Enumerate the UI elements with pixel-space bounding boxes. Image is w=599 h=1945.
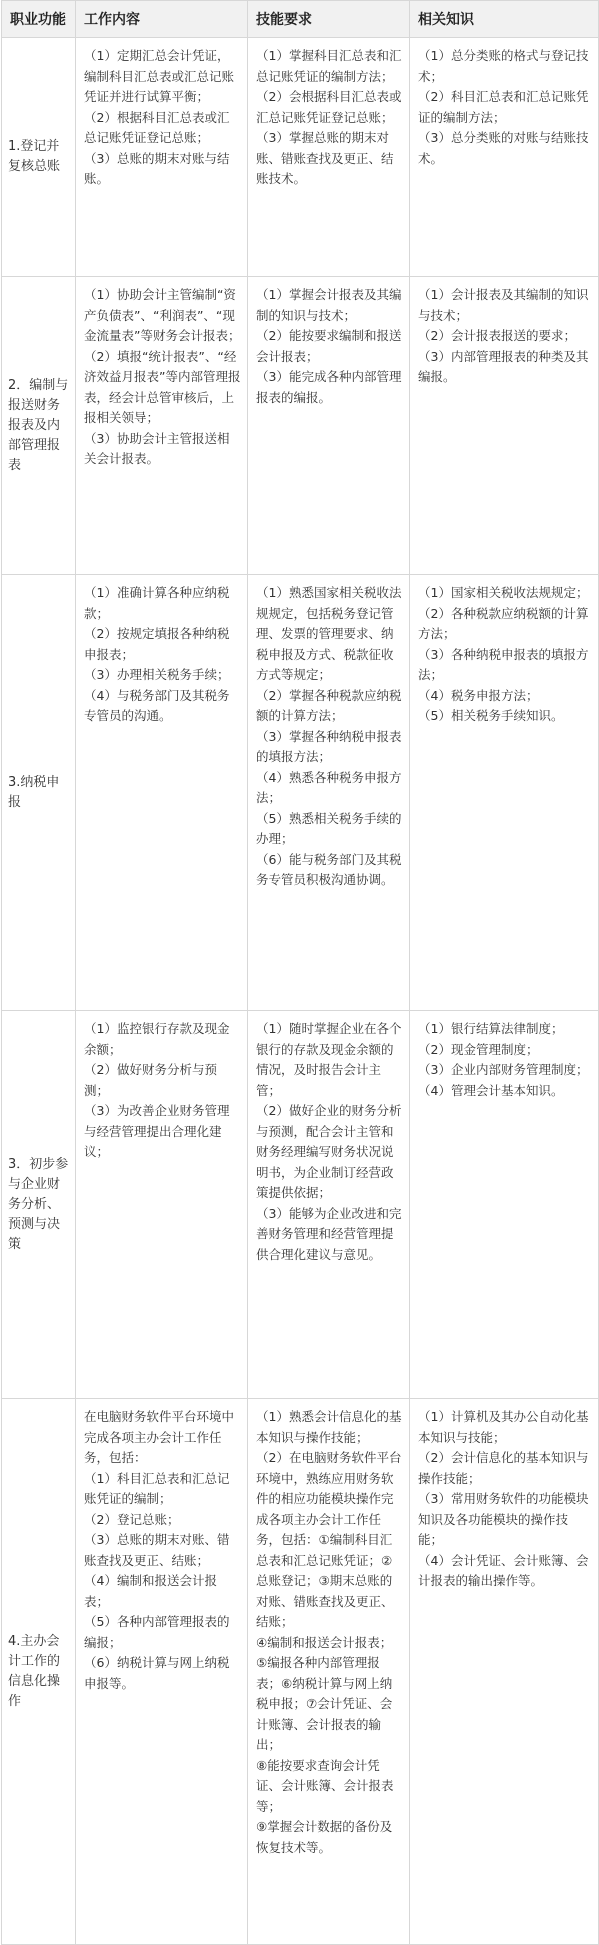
function-cell: 1.登记并复核总账 — [2, 38, 76, 277]
function-cell: 4.主办会计工作的信息化操作 — [2, 1399, 76, 1945]
list-item: （1）国家相关税收法规规定； — [418, 585, 589, 600]
list-item: （1）随时掌握企业在各个银行的存款及现金余额的情况，及时报告会计主管； — [256, 1021, 402, 1098]
list-item: （3）能完成各种内部管理报表的编报。 — [256, 369, 402, 405]
list-item: （3）内部管理报表的种类及其编报。 — [418, 348, 589, 384]
list-item: （3）办理相关税务手续； — [84, 667, 230, 682]
list-item: （2）掌握各种税款应纳税额的计算方法； — [256, 687, 402, 723]
list-item: （2）会计信息化的基本知识与操作技能； — [418, 1450, 589, 1486]
list-item: （5）各种内部管理报表的编报； — [84, 1614, 230, 1650]
list-item: （6）纳税计算与网上纳税申报等。 — [84, 1655, 230, 1691]
list-item: （1）总分类账的格式与登记技术； — [418, 48, 589, 84]
list-item: （1）定期汇总会计凭证，编制科目汇总表或汇总记账凭证并进行试算平衡； — [84, 48, 235, 104]
table-row — [2, 277, 599, 575]
list-item: （3）各种纳税申报表的填报方法； — [418, 646, 589, 682]
header-knowledge: 相关知识 — [410, 1, 599, 38]
table-row — [2, 575, 599, 1011]
list-item: （1）监控银行存款及现金余额； — [84, 1021, 230, 1057]
table-row — [2, 1399, 599, 1945]
function-cell: 2．编制与报送财务报表及内部管理报表 — [2, 277, 76, 575]
work-cell — [76, 277, 248, 575]
list-item: （3）常用财务软件的功能模块知识及各功能模块的操作技能； — [418, 1491, 589, 1547]
list-item: （2）按规定填报各种纳税申报表； — [84, 626, 230, 662]
list-item: （4）熟悉各种税务申报方法； — [256, 769, 402, 805]
table-row — [2, 1011, 599, 1399]
list-item: （1）计算机及其办公自动化基本知识与技能； — [418, 1409, 589, 1445]
list-item: （3）总账的期末对账与结账。 — [84, 150, 230, 186]
list-item: （1）准确计算各种应纳税款； — [84, 585, 230, 621]
list-item: （4）税务申报方法； — [418, 687, 539, 703]
skills-cell — [248, 38, 410, 277]
list-item: （3）协助会计主管报送相关会计报表。 — [84, 430, 230, 466]
list-item: （2）现金管理制度； — [418, 1041, 539, 1057]
list-item: （1）熟悉国家相关税收法规规定，包括税务登记管理、发票的管理要求、纳税申报及方式、税款征收方式等规定； — [256, 585, 402, 682]
list-item: （2）科目汇总表和汇总记账凭证的编制方法； — [418, 89, 589, 125]
header-skills: 技能要求 — [248, 1, 410, 38]
list-item: （2）登记总账； — [84, 1511, 180, 1527]
list-item: （2）填报“统计报表”、“经济效益月报表”等内部管理报表，经会计总管审核后，上报相关领导； — [84, 348, 241, 425]
skills-cell — [248, 575, 410, 1011]
skills-cell — [248, 277, 410, 575]
knowledge-cell — [410, 277, 599, 575]
list-item: （3）总分类账的对账与结账技术。 — [418, 130, 589, 166]
work-cell — [76, 575, 248, 1011]
header-work: 工作内容 — [76, 1, 248, 38]
skills-cell — [248, 1011, 410, 1399]
list-item: （3）掌握各种纳税申报表的填报方法； — [256, 728, 402, 764]
knowledge-cell — [410, 1399, 599, 1945]
list-item: （2）会根据科目汇总表或汇总记账凭证登记总账； — [256, 89, 402, 125]
table-header-row — [2, 1, 599, 38]
list-item: （2）能按要求编制和报送会计报表； — [256, 328, 402, 364]
work-cell — [76, 38, 248, 277]
list-item: （3）企业内部财务管理制度； — [418, 1062, 589, 1077]
knowledge-cell — [410, 575, 599, 1011]
list-item: （2）会计报表报送的要求； — [418, 328, 576, 343]
list-item: （3）总账的期末对账、错账查找及更正、结账； — [84, 1532, 230, 1568]
list-item: （5）熟悉相关税务手续的办理； — [256, 810, 402, 846]
list-item: （4）编制和报送会计报表； — [84, 1573, 217, 1609]
list-item: （2）各种税款应纳税额的计算方法； — [418, 605, 589, 641]
function-cell: 3.纳税申报 — [2, 575, 76, 1011]
work-cell — [76, 1399, 248, 1945]
list-item: （1）熟悉会计信息化的基本知识与操作技能； — [256, 1409, 402, 1445]
list-item: （3）为改善企业财务管理与经营管理提出合理化建议； — [84, 1103, 230, 1159]
list-item: （2）做好财务分析与预测； — [84, 1062, 217, 1098]
list-item: （3）掌握总账的期末对账、错账查找及更正、结账技术。 — [256, 130, 394, 186]
knowledge-cell — [410, 1011, 599, 1399]
work-cell — [76, 1011, 248, 1399]
list-item: （1）掌握科目汇总表和汇总记账凭证的编制方法； — [256, 48, 402, 84]
skills-cell — [248, 1399, 410, 1945]
list-item: （1）科目汇总表和汇总记账凭证的编制； — [84, 1470, 230, 1506]
list-item: （6）能与税务部门及其税务专管员积极沟通协调。 — [256, 851, 402, 887]
occupation-table — [1, 0, 599, 1945]
table-row — [2, 38, 599, 277]
list-item: 在电脑财务软件平台环境中完成各项主办会计工作任务，包括： — [84, 1409, 235, 1465]
list-item: （1）会计报表及其编制的知识与技术； — [418, 287, 589, 323]
list-item: （2）根据科目汇总表或汇总记账凭证登记总账； — [84, 109, 230, 145]
list-item: （4）会计凭证、会计账簿、会计报表的输出操作等。 — [418, 1552, 589, 1588]
list-item: （2）在电脑财务软件平台环境中，熟练应用财务软件的相应功能模块操作完成各项主办会计工作任务，包括：①编制科目汇总表和汇总记账凭证；②总账登记；③期末总账的对账、错账查找及更正、结账； — [256, 1450, 402, 1629]
list-item: （3）能够为企业改进和完善财务管理和经营管理提供合理化建议与意见。 — [256, 1205, 402, 1262]
list-item: （2）做好企业的财务分析与预测，配合会计主管和财务经理编写财务状况说明书，为企业制订经营政策提供依据； — [256, 1103, 402, 1200]
list-item: （4）与税务部门及其税务专管员的沟通。 — [84, 687, 230, 723]
knowledge-cell — [410, 38, 599, 277]
list-item: （1）协助会计主管编制“资产负债表”、“利润表”、“现金流量表”等财务会计报表； — [84, 287, 241, 343]
list-item: （4）管理会计基本知识。 — [418, 1082, 564, 1098]
list-item: ⑧能按要求查询会计凭证、会计账簿、会计报表等； — [256, 1757, 394, 1814]
list-item: ⑨掌握会计数据的备份及恢复技术等。 — [256, 1819, 393, 1855]
header-function: 职业功能 — [2, 1, 76, 38]
list-item: ④编制和报送会计报表；⑤编报各种内部管理报表；⑥纳税计算与网上纳税申报；⑦会计凭证、会计账簿、会计报表的输出； — [256, 1634, 393, 1752]
list-item: （1）掌握会计报表及其编制的知识与技术； — [256, 287, 402, 323]
list-item: （5）相关税务手续知识。 — [418, 708, 564, 723]
function-cell: 3．初步参与企业财务分析、预测与决策 — [2, 1011, 76, 1399]
list-item: （1）银行结算法律制度； — [418, 1021, 564, 1036]
